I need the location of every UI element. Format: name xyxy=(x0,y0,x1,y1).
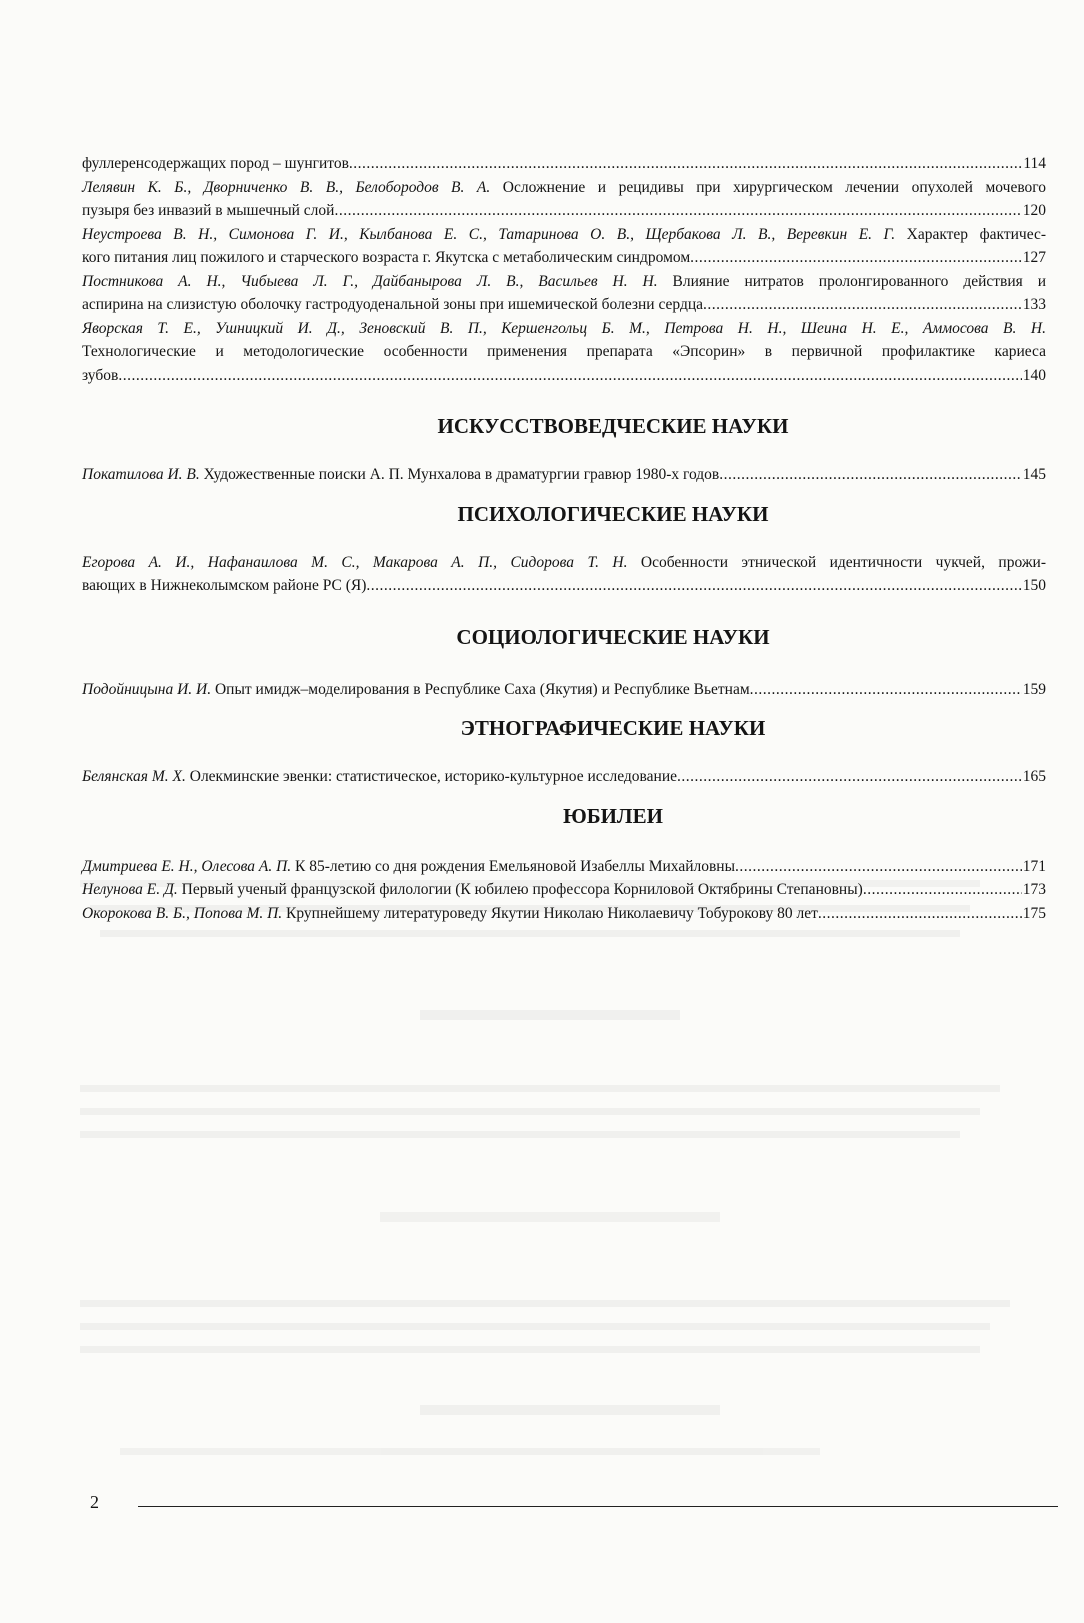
dot-leader xyxy=(735,855,1022,879)
toc-entry-authors: Лелявин К. Б., Дворниченко В. В., Белобородов В. А. xyxy=(82,178,491,196)
toc-entry xyxy=(82,678,1046,702)
page-footer xyxy=(90,1492,1058,1513)
toc-entry-title: аспирина на слизистую оболочку гастродуоденальной зоны при ишемической болезни сердца xyxy=(82,296,704,313)
toc-entry-title: Первый ученый французской филологии (К юбилею профессора Корниловой Октябрины Степановны) xyxy=(177,881,863,898)
toc-entry-page: 171 xyxy=(1022,857,1046,875)
toc-entry-authors: Покатилова И. В. xyxy=(82,466,200,483)
toc-entry-line xyxy=(82,855,1046,879)
toc-entry xyxy=(82,317,1046,388)
toc-entry-title: Характер фактичес- xyxy=(895,225,1047,243)
toc-block-jubilees xyxy=(82,855,1046,926)
toc-entry-line xyxy=(82,551,1046,575)
dot-leader xyxy=(334,199,1021,223)
toc-entry-page: 114 xyxy=(1023,155,1046,172)
dot-leader xyxy=(719,463,1022,487)
toc-entry-title: Технологические и методологические особенности применения препарата «Эпсорин» в первичной профилактике кариеса xyxy=(82,343,1046,360)
toc-entry-page: 175 xyxy=(1022,904,1046,922)
toc-entry xyxy=(82,855,1046,879)
dot-leader xyxy=(118,364,1021,388)
toc-block-medical xyxy=(82,152,1046,387)
toc-entry-line xyxy=(82,270,1046,294)
footer-rule xyxy=(138,1506,1058,1507)
toc-entry-authors: Подойницына И. И. xyxy=(82,680,212,698)
dot-leader xyxy=(818,902,1022,926)
toc-entry-page: 145 xyxy=(1022,466,1046,483)
table-of-contents xyxy=(82,152,1046,925)
toc-entry-line xyxy=(82,246,1046,270)
toc-entry-page: 165 xyxy=(1022,768,1046,785)
dot-leader xyxy=(703,293,1022,317)
dot-leader xyxy=(677,765,1022,789)
toc-entry-title: пузыря без инвазий в мышечный слой xyxy=(82,202,335,219)
dot-leader xyxy=(366,574,1021,598)
toc-entry xyxy=(82,223,1046,270)
toc-entry-title: Особенности этнической идентичности чукчей, прожи- xyxy=(627,553,1046,571)
dot-leader xyxy=(349,152,1022,176)
section-heading-psychology: ПСИХОЛОГИЧЕСКИЕ НАУКИ xyxy=(457,501,769,526)
dot-leader xyxy=(750,678,1022,702)
toc-entry-title: вающих в Нижнеколымском районе РС (Я) xyxy=(82,577,367,594)
toc-entry-page: 140 xyxy=(1022,366,1046,384)
toc-entry-page: 127 xyxy=(1022,249,1046,266)
toc-entry-line xyxy=(82,293,1046,317)
dot-leader xyxy=(863,878,1022,902)
toc-entry-authors: Яворская Т. Е., Ушницкий И. Д., Зеновский В. П., Кершенгольц Б. М., Петрова Н. Н., Шеина Н. Е., Аммосова В. Н. xyxy=(82,319,1046,337)
toc-entry-title: Опыт имидж–моделирования в Республике Саха (Якутия) и Республике Вьетнам xyxy=(211,680,750,698)
toc-entry-title: Олекминские эвенки: статистическое, историко-культурное исследование xyxy=(185,768,678,785)
toc-entry-authors: Неустроева В. Н., Симонова Г. И., Кылбанова Е. С., Татаринова О. В., Щербакова Л. В., Веревкин Е. Г. xyxy=(82,225,896,243)
toc-entry-authors: Нелунова Е. Д. xyxy=(82,881,178,898)
toc-entry-page: 173 xyxy=(1022,881,1046,898)
toc-block-sociology xyxy=(82,678,1046,702)
toc-entry xyxy=(82,902,1046,926)
toc-entry-line xyxy=(82,223,1046,247)
toc-entry-line xyxy=(82,574,1046,598)
page-number: 2 xyxy=(90,1492,99,1512)
toc-entry-line xyxy=(82,176,1046,200)
section-heading-art: ИСКУССТВОВЕДЧЕСКИЕ НАУКИ xyxy=(437,414,789,438)
toc-entry-title: Художественные поиски А. П. Мунхалова в драматургии гравюр 1980-х годов xyxy=(199,466,720,483)
toc-block-ethnography xyxy=(82,765,1046,789)
toc-entry-authors: Постникова А. Н., Чибыева Л. Г., Дайбанырова Л. В., Васильев Н. Н. xyxy=(82,272,658,290)
toc-entry-line xyxy=(82,678,1046,702)
toc-block-psychology xyxy=(82,551,1046,598)
toc-entry-page: 120 xyxy=(1022,202,1046,219)
toc-entry-title: зубов xyxy=(82,366,119,384)
toc-entry xyxy=(82,878,1046,902)
toc-entry xyxy=(82,765,1046,789)
toc-entry-line xyxy=(82,152,1046,176)
toc-entry-title: фуллеренсодержащих пород – шунгитов xyxy=(82,155,349,172)
toc-entry-title: К 85-летию со дня рождения Емельяновой Изабеллы Михайловны xyxy=(291,857,736,875)
toc-entry xyxy=(82,551,1046,598)
toc-entry-line xyxy=(82,463,1046,487)
toc-entry-page: 133 xyxy=(1022,296,1046,313)
toc-entry xyxy=(82,176,1046,223)
toc-entry-page: 159 xyxy=(1022,680,1046,698)
toc-entry-line xyxy=(82,902,1046,926)
toc-entry xyxy=(82,152,1046,176)
dot-leader xyxy=(690,246,1022,270)
toc-entry-page: 150 xyxy=(1022,577,1046,594)
toc-entry-line xyxy=(82,765,1046,789)
toc-entry-authors: Егорова А. И., Нафанаилова М. С., Макарова А. П., Сидорова Т. Н. xyxy=(82,553,628,571)
toc-entry-authors: Белянская М. Х. xyxy=(82,768,186,785)
toc-entry-title: Осложнение и рецидивы при хирургическом лечении опухолей мочевого xyxy=(490,178,1047,196)
toc-entry-line xyxy=(82,364,1046,388)
toc-entry-line xyxy=(82,878,1046,902)
toc-entry-title: Крупнейшему литературоведу Якутии Николаю Николаевичу Тобурокову 80 лет xyxy=(282,904,818,922)
section-heading-jubilees: ЮБИЛЕИ xyxy=(563,803,663,828)
toc-block-art xyxy=(82,463,1046,487)
toc-entry-authors: Окорокова В. Б., Попова М. П. xyxy=(82,904,283,922)
toc-entry-line xyxy=(82,340,1046,364)
toc-entry-title: Влияние нитратов пролонгированного действия и xyxy=(657,272,1047,290)
toc-entry-line xyxy=(82,317,1046,341)
toc-entry xyxy=(82,270,1046,317)
section-heading-sociology: СОЦИОЛОГИЧЕСКИЕ НАУКИ xyxy=(456,624,770,649)
toc-entry-title: кого питания лиц пожилого и старческого возраста г. Якутска с метаболическим синдромом xyxy=(82,249,691,266)
toc-entry-authors: Дмитриева Е. Н., Олесова А. П. xyxy=(82,857,292,875)
section-heading-ethnography: ЭТНОГРАФИЧЕСКИЕ НАУКИ xyxy=(460,716,766,740)
toc-entry xyxy=(82,463,1046,487)
toc-entry-line xyxy=(82,199,1046,223)
